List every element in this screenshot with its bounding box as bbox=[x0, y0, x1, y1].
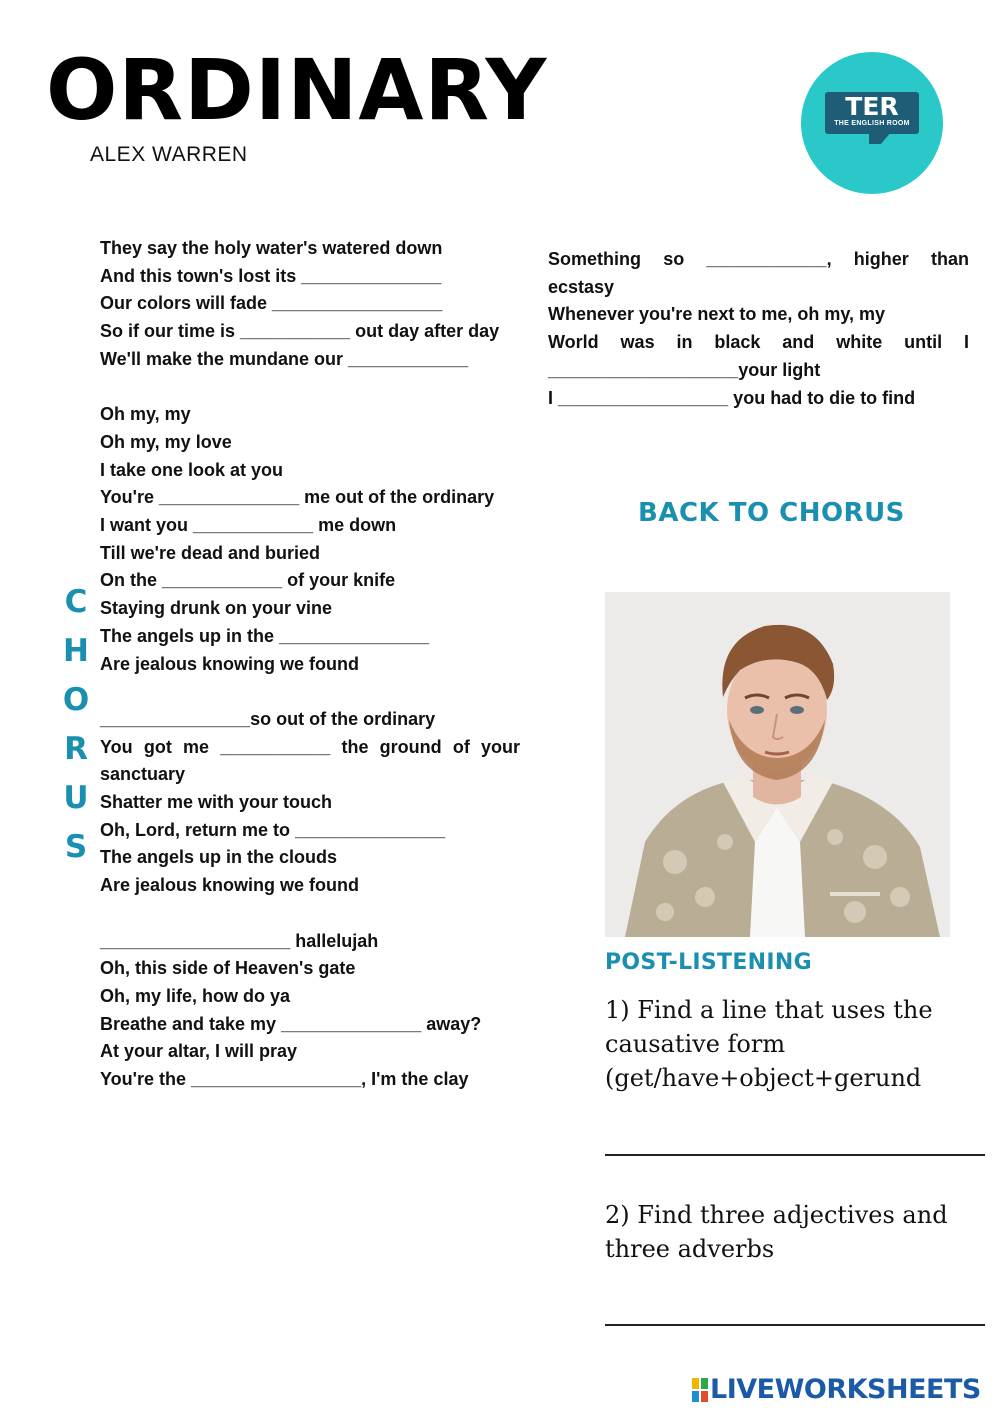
chorus-letter: H bbox=[63, 633, 89, 669]
song-title: ORDINARY bbox=[46, 41, 548, 139]
artist-name: ALEX WARREN bbox=[90, 143, 248, 166]
stanza-gap bbox=[100, 374, 520, 402]
lyric-line: Oh my, my love bbox=[100, 431, 232, 452]
lyric-line: You got me ___________ the ground of your sanctuary bbox=[100, 736, 520, 785]
post-listening-heading: POST-LISTENING bbox=[605, 950, 812, 975]
chorus-letter: C bbox=[64, 584, 88, 620]
lyric-line: Oh, Lord, return me to _______________ bbox=[100, 819, 446, 840]
lyric-line: At your altar, I will pray bbox=[100, 1041, 298, 1062]
lyric-line: We'll make the mundane our ____________ bbox=[100, 348, 469, 369]
lyric-line: So if our time is ___________ out day after day bbox=[100, 321, 500, 342]
question-1: 1) Find a line that uses the causative form (get/have+object+gerund bbox=[605, 996, 933, 1092]
lyric-line: Are jealous knowing we found bbox=[100, 875, 360, 896]
liveworksheets-brand: LIVEWORKSHEETS bbox=[710, 1374, 981, 1405]
chorus-letter: S bbox=[64, 829, 88, 865]
lyric-line: I _________________ you had to die to find bbox=[548, 387, 916, 408]
chorus-letter: U bbox=[63, 780, 89, 816]
liveworksheets-logo-icon bbox=[692, 1378, 708, 1402]
chorus-vertical-label bbox=[60, 578, 92, 872]
lyric-line: World was in black and white until I ___________________your light bbox=[548, 332, 969, 380]
liveworksheets-footer bbox=[692, 1374, 981, 1405]
lyric-line: The angels up in the clouds bbox=[100, 847, 338, 868]
lyric-line: You're ______________ me out of the ordinary bbox=[100, 487, 495, 508]
lyric-line: And this town's lost its ______________ bbox=[100, 265, 442, 286]
lyric-line: Our colors will fade _________________ bbox=[100, 293, 443, 314]
lyric-line: Breathe and take my ______________ away? bbox=[100, 1013, 482, 1034]
speech-bubble-icon bbox=[825, 92, 919, 134]
lyrics-column-right bbox=[548, 246, 969, 412]
logo-mark: TER bbox=[845, 92, 899, 121]
artist-photo bbox=[605, 592, 950, 937]
lyric-line: The angels up in the _______________ bbox=[100, 625, 430, 646]
lyric-line: Oh, this side of Heaven's gate bbox=[100, 958, 356, 979]
lyric-line: Till we're dead and buried bbox=[100, 542, 320, 563]
lyric-line: ___________________ hallelujah bbox=[100, 930, 379, 951]
stanza-gap bbox=[100, 900, 520, 928]
answer-line-1[interactable] bbox=[605, 1154, 985, 1156]
lyric-line: Something so ____________, higher than ecstasy bbox=[548, 249, 969, 297]
lyric-line: You're the _________________, I'm the clay bbox=[100, 1069, 469, 1090]
lyric-line: Shatter me with your touch bbox=[100, 792, 333, 813]
logo-subtitle: THE ENGLISH ROOM bbox=[834, 120, 910, 127]
lyric-line: Oh, my life, how do ya bbox=[100, 985, 291, 1006]
lyric-line: Whenever you're next to me, oh my, my bbox=[548, 304, 886, 325]
chorus-letter: R bbox=[64, 731, 88, 767]
lyric-line: Oh my, my bbox=[100, 404, 191, 425]
speech-bubble-tail bbox=[869, 132, 891, 144]
lyric-line: I want you ____________ me down bbox=[100, 515, 397, 536]
lyric-line: _______________so out of the ordinary bbox=[100, 708, 436, 729]
ter-logo bbox=[801, 52, 943, 194]
artist-portrait-illustration bbox=[605, 592, 950, 937]
lyric-line: Staying drunk on your vine bbox=[100, 598, 333, 619]
answer-line-2[interactable] bbox=[605, 1324, 985, 1326]
chorus-letter: O bbox=[62, 682, 90, 718]
lyric-line: They say the holy water's watered down bbox=[100, 238, 443, 258]
lyric-line: On the ____________ of your knife bbox=[100, 570, 396, 591]
lyrics-column-left bbox=[100, 235, 520, 1094]
question-2: 2) Find three adjectives and three adverbs bbox=[605, 1201, 948, 1263]
back-to-chorus-heading: BACK TO CHORUS bbox=[638, 498, 905, 528]
lyric-line: I take one look at you bbox=[100, 459, 284, 480]
lyric-line: Are jealous knowing we found bbox=[100, 653, 360, 674]
stanza-gap bbox=[100, 678, 520, 706]
